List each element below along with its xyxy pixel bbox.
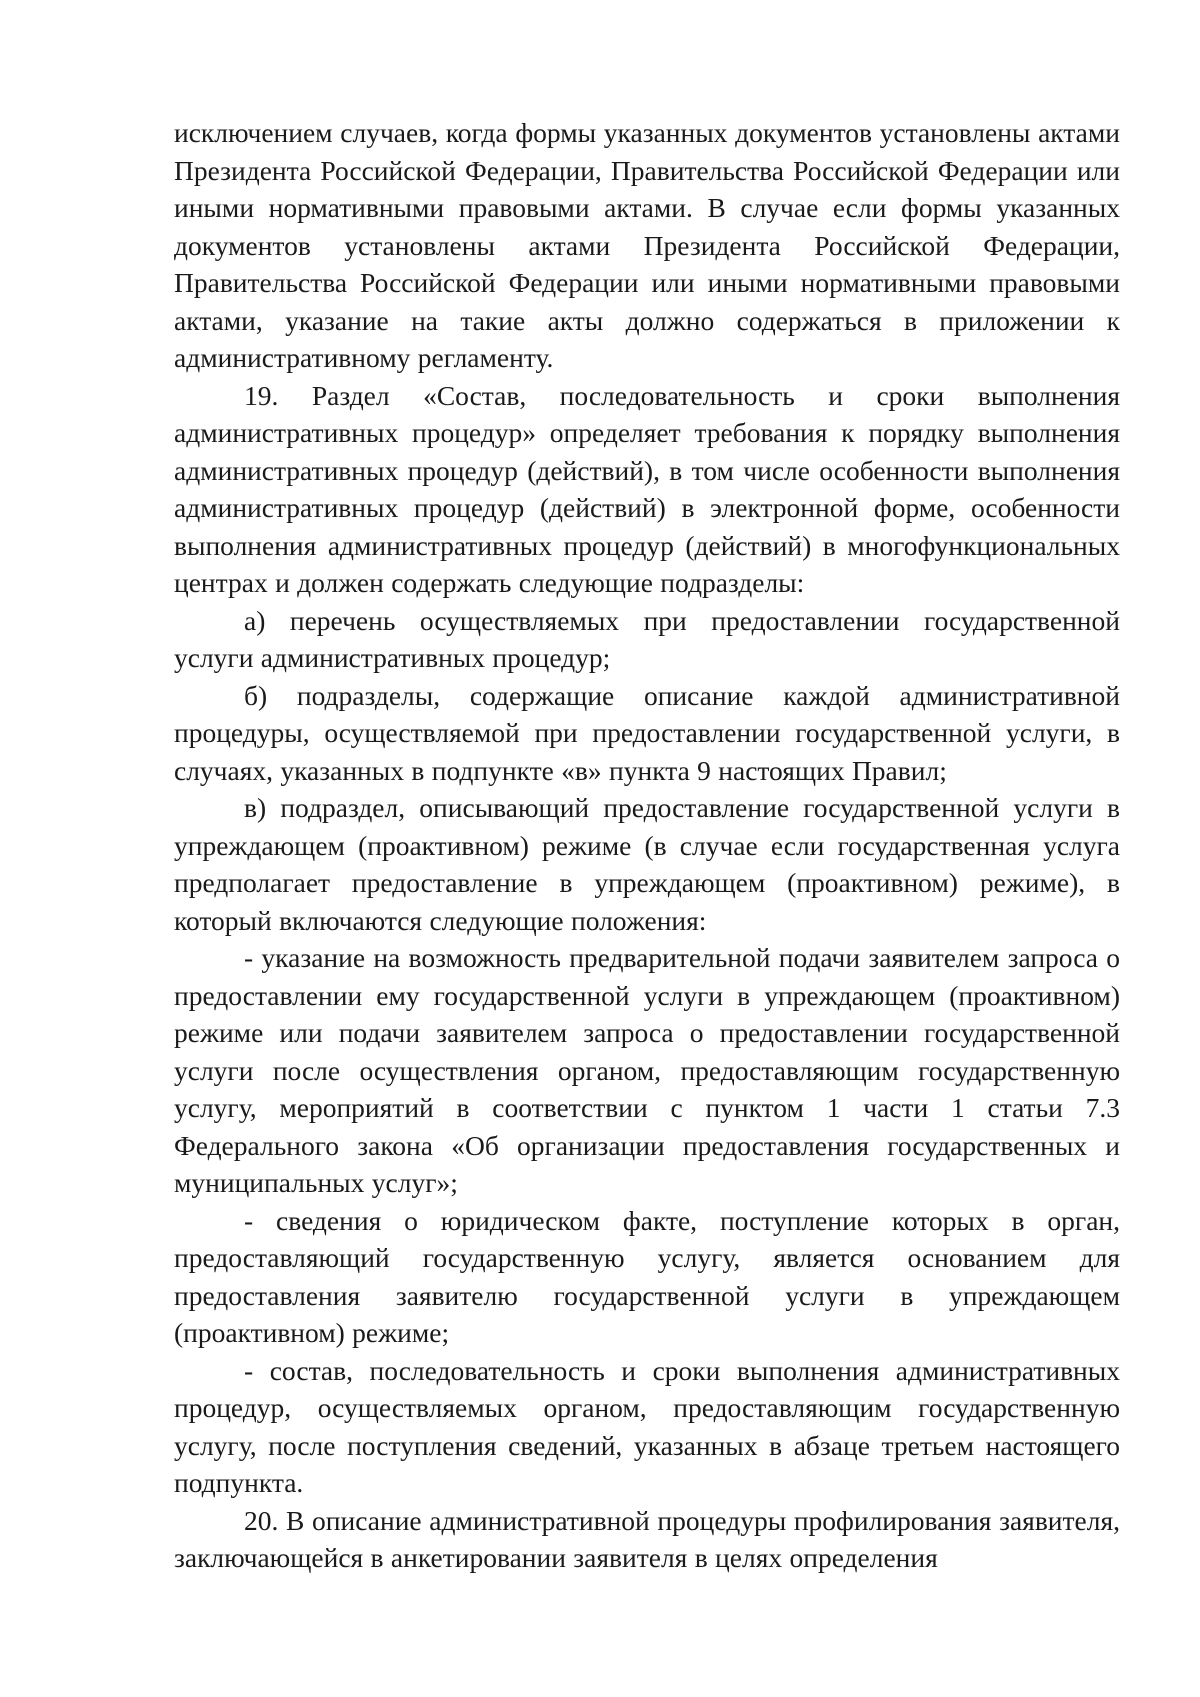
paragraph-continuation: исключением случаев, когда формы указанных документов установлены актами Президента Российской Федерации, Правительства Российской Федерации или иными нормативными правовыми актами. В случае если формы указанных документов установлены актами Президента Российской Федерации, Правительства Российской Федерации или иными нормативными правовыми актами, указание на такие акты должно содержаться в приложении к административному регламенту. <box>174 117 1120 373</box>
paragraph-19-b: б) подразделы, содержащие описание каждой административной процедуры, осуществляемой при предоставлении государственной услуги, в случаях, указанных в подпункте «в» пункта 9 настоящих Правил; <box>174 679 1120 786</box>
list-item-dash-1: - указание на возможность предварительной подачи заявителем запроса о предоставлении ему государственной услуги в упреждающем (проактивном) режиме или подачи заявителем запроса о предоставлении государственной услуги после осуществления органом, предоставляющим государственную услугу, мероприятий в соответствии с пунктом 1 части 1 статьи 7.3 Федерального закона «Об организации предоставления государственных и муниципальных услуг»; <box>174 942 1120 1198</box>
document-body <box>174 114 1120 1577</box>
paragraph-19-c: в) подраздел, описывающий предоставление государственной услуги в упреждающем (проактивном) режиме (в случае если государственная услуга предполагает предоставление в упреждающем (проактивном) режиме), в который включаются следующие положения: <box>174 792 1120 936</box>
paragraph-19-a: а) перечень осуществляемых при предоставлении государственной услуги административных процедур; <box>174 604 1120 673</box>
paragraph-section-20: 20. В описание административной процедуры профилирования заявителя, заключающейся в анкетировании заявителя в целях определения <box>174 1504 1120 1573</box>
list-item-dash-3: - состав, последовательность и сроки выполнения административных процедур, осуществляемых органом, предоставляющим государственную услугу, после поступления сведений, указанных в абзаце третьем настоящего подпункта. <box>174 1354 1120 1498</box>
paragraph-section-19: 19. Раздел «Состав, последовательность и сроки выполнения административных процедур» определяет требования к порядку выполнения административных процедур (действий), в том числе особенности выполнения административных процедур (действий) в электронной форме, особенности выполнения административных процедур (действий) в многофункциональных центрах и должен содержать следующие подразделы: <box>174 379 1120 598</box>
list-item-dash-2: - сведения о юридическом факте, поступление которых в орган, предоставляющий государственную услугу, является основанием для предоставления заявителю государственной услуги в упреждающем (проактивном) режиме; <box>174 1204 1120 1348</box>
